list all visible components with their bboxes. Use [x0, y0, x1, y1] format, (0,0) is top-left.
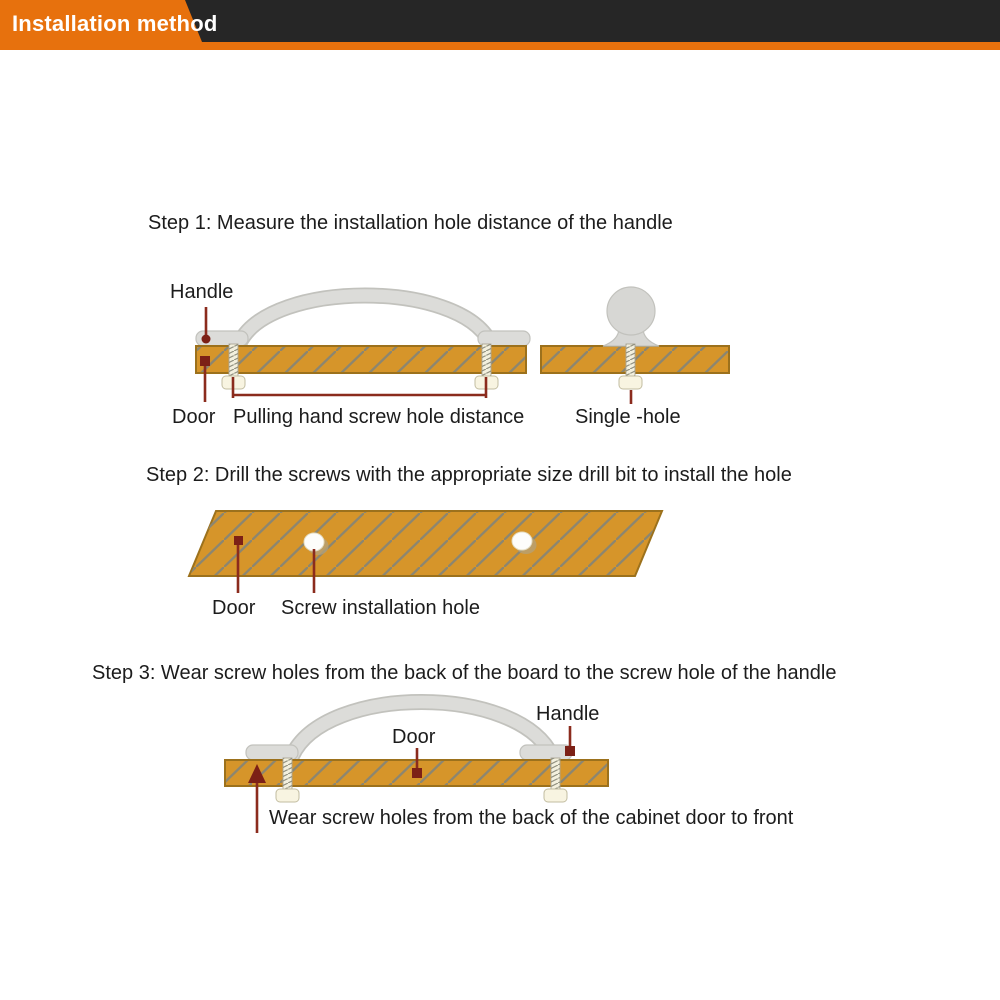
step2-door-board	[189, 511, 662, 576]
step1-door-label: Door	[172, 406, 216, 428]
step2-door-label: Door	[212, 597, 256, 619]
step1-heading: Step 1: Measure the installation hole distance of the handle	[148, 212, 673, 234]
step1-handle-label: Handle	[170, 281, 234, 303]
step1-distance-label: Pulling hand screw hole distance	[233, 406, 525, 428]
step2-screw-hole-label: Screw installation hole	[281, 597, 480, 619]
step3-handle-label: Handle	[536, 703, 600, 725]
page-title: Installation method	[12, 11, 218, 36]
step1-handle-pointer-arrow	[202, 307, 211, 344]
step1-dimension-line	[233, 377, 486, 398]
step3-note-label: Wear screw holes from the back of the cabinet door to front	[269, 807, 794, 829]
step1-single-hole-label: Single -hole	[575, 406, 681, 428]
step1-door-pointer-arrow	[200, 356, 210, 402]
step3-handle-pointer-arrow	[565, 726, 575, 756]
step2-heading: Step 2: Drill the screws with the appropriate size drill bit to install the hole	[146, 464, 792, 486]
step3-heading: Step 3: Wear screw holes from the back of the board to the screw hole of the handle	[92, 662, 837, 684]
step1-door-board	[196, 346, 526, 373]
step3-door-label: Door	[392, 726, 436, 748]
step1-handle-icon	[196, 296, 530, 347]
